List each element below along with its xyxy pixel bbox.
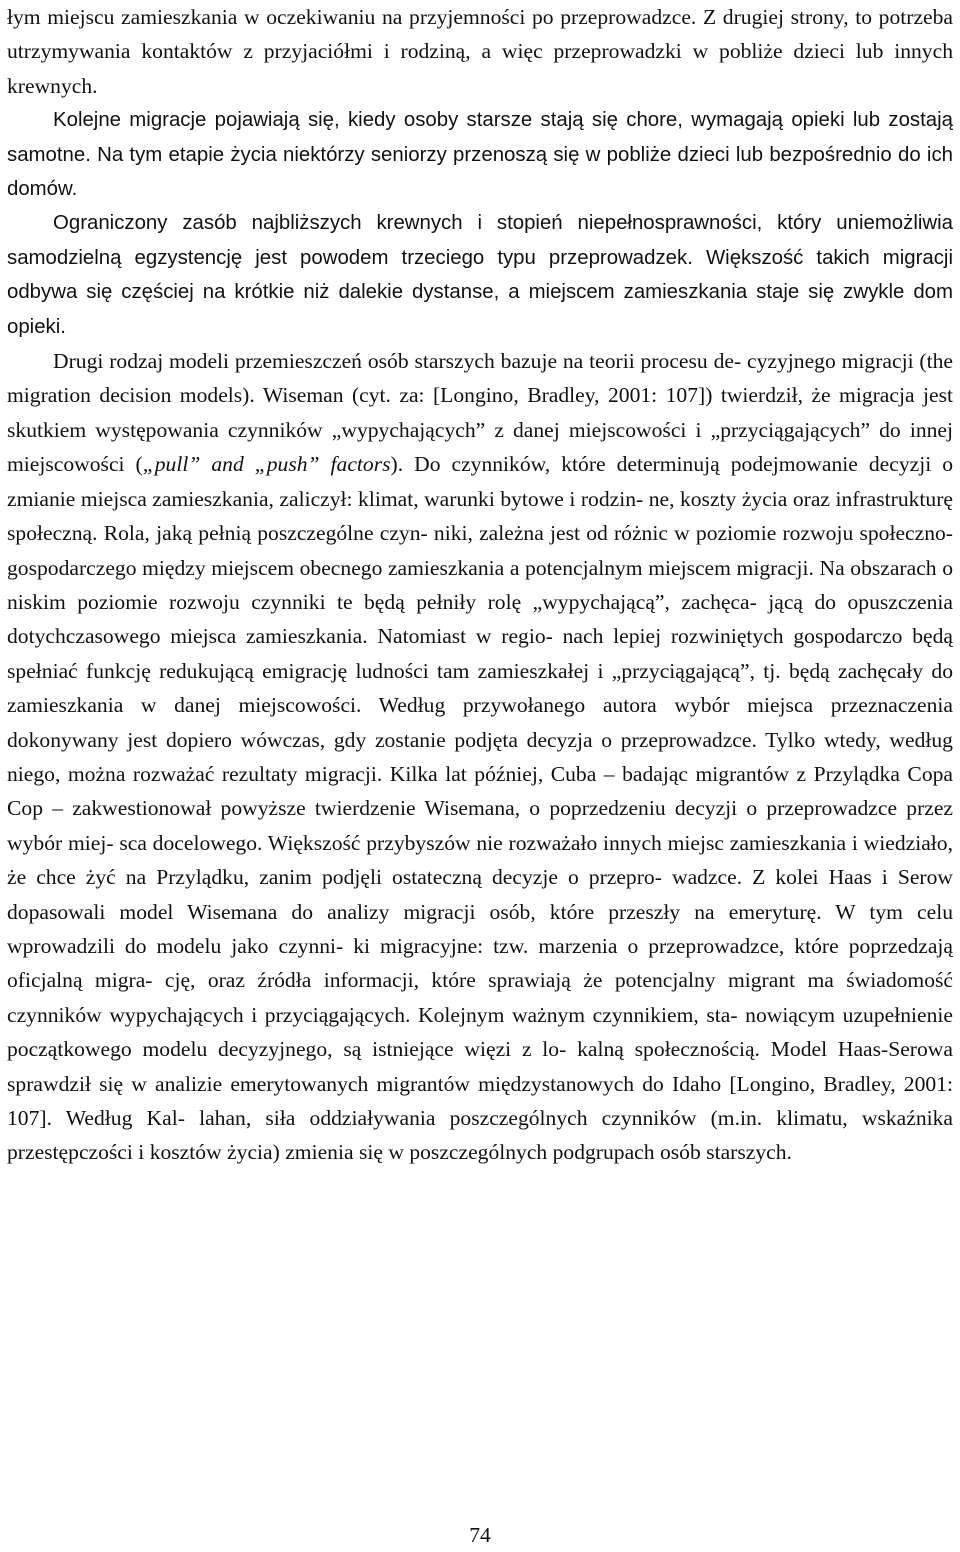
text-line: nowiącym uzupełnienie początkowego modelu decyzyjnego, są istniejące więzi z lo- <box>7 1002 954 1062</box>
text-line: Bradley, 2001: 107]) twierdził, że migracja jest skutkiem występowania czynników <box>7 383 953 442</box>
paragraph-illness-migration <box>7 103 953 206</box>
text-fragment: ). Do czynników, które determinują podejmowanie <box>390 452 858 477</box>
text-line: twierdzenie Wisemana, o poprzedzeniu decyzji o przeprowadzce przez wybór miej- <box>7 796 954 855</box>
text-line: osób, które przeszły na emeryturę. W tym celu wprowadzili do modelu jako czynni- <box>7 899 953 958</box>
text-line: nach lepiej rozwiniętych gospodarczo będą spełniać funkcję redukującą emigrację <box>7 624 953 683</box>
text-line: czynników wypychających i przyciągających. Kolejnym ważnym czynnikiem, sta- <box>7 1002 738 1027</box>
text-line: lahan, siła oddziaływania poszczególnych czynników (m.in. klimatu, wskaźnika <box>199 1106 953 1130</box>
text-line: decyzji o zmianie miejsca zamieszkania, zaliczył: klimat, warunki bytowe i rodzin- <box>7 452 953 511</box>
text-line: kalną społecznością. Model Haas-Serowa sprawdził się w analizie emerytowanych <box>7 1037 953 1096</box>
paragraph-continuation <box>7 0 953 103</box>
italic-term: „pull” and „push” factors <box>142 452 391 477</box>
text-line: przestępczości i kosztów życia) zmienia się w poszczególnych podgrupach osób <box>7 1140 701 1165</box>
text-line: ki migracyjne: tzw. marzenia o przeprowadzce, które poprzedzają oficjalną migra- <box>7 933 953 993</box>
text-line: ne, koszty życia oraz infrastrukturę społeczną. Rola, jaką pełnią poszczególne czyn- <box>7 486 953 546</box>
text-line: jącą do opuszczenia dotychczasowego miejsca zamieszkania. Natomiast w regio- <box>7 589 953 649</box>
text-line: wadzce. Z kolei Haas i Serow dopasowali model Wisemana do analizy migracji <box>7 865 953 924</box>
text-line: Na tym etapie życia niektórzy seniorzy przenoszą się <box>97 143 580 166</box>
text-line: sca docelowego. Większość przybyszów nie rozważało innych miejsc zamieszkania <box>119 830 847 855</box>
text-line: uniemożliwia samodzielną egzystencję jest powodem trzeciego typu przeprowadzek. <box>7 212 953 269</box>
text-line: o niskim poziomie rozwoju czynniki te będą pełniły rolę „wypychającą”, zachęca- <box>7 555 953 614</box>
text-line: cyzyjnego migracji (the migration decision models). Wiseman (cyt. za: [Longino, <box>7 349 953 408</box>
text-line: łym miejscu zamieszkania w oczekiwaniu na przyjemności po przeprowadzce. <box>7 5 697 29</box>
text-line: Cuba – badając migrantów z Przylądka Copa Cop – zakwestionował powyższe <box>7 761 953 821</box>
text-line: dokonywany jest dopiero wówczas, gdy zostanie podjęta decyzja o przeprowadzce. <box>7 727 757 752</box>
text-fragment: ( <box>135 452 143 477</box>
text-line: Kolejne migracje pojawiają się, kiedy osoby starsze stają się chore, wymagają <box>53 109 784 132</box>
text-line: Większość takich migracji odbywa się częściej na krótkie niż dalekie dystanse, <box>7 246 953 304</box>
paragraph-decision-models <box>7 344 953 1170</box>
paragraph-third-type <box>7 206 953 344</box>
document-body <box>7 0 953 1170</box>
text-line: Ograniczony zasób najbliższych krewnych i stopień niepełnosprawności, który <box>53 212 822 235</box>
text-line: miejscem obecnego zamieszkania a potencjalnym miejscem migracji. Na obszarach <box>211 555 937 580</box>
text-line: niki, zależna jest od różnic w poziomie rozwoju społeczno-gospodarczego między <box>7 521 953 580</box>
text-line: a miejscem zamieszkania staje się zwykle dom opieki. <box>7 281 953 338</box>
text-line: cję, oraz źródła informacji, które sprawiają że potencjalny migrant ma świadomość <box>164 968 954 993</box>
text-line: Tylko wtedy, według niego, można rozważać rezultaty migracji. Kilka lat później, <box>7 727 953 786</box>
page-number: 74 <box>469 1523 491 1547</box>
text-line: i wiedziało, że chce żyć na Przylądku, zanim podjęli ostateczną decyzje o przepro- <box>7 830 953 890</box>
text-line: migrantów międzystanowych do Idaho [Longino, Bradley, 2001: 107]. Według Kal- <box>7 1071 953 1130</box>
text-line: w danej miejscowości. Według przywołanego autora wybór miejsca przeznaczenia <box>140 693 953 718</box>
text-line: a więc przeprowadzki w pobliże dzieci lub innych krewnych. <box>7 39 953 98</box>
text-line: Z drugiej strony, to potrzeba utrzymywania kontaktów z przyjaciółmi i rodziną, <box>7 5 954 64</box>
text-line: opieki lub zostają samotne. <box>7 109 953 166</box>
text-line: ludności tam zamieszkałej i „przyciągającą”, tj. będą zachęcały do zamieszkania <box>7 658 953 718</box>
text-line: „wypychających” z danej miejscowości i „przyciągających” do innej miejscowości <box>7 417 954 477</box>
text-line: w pobliże dzieci lub bezpośrednio do ich domów. <box>7 143 953 201</box>
text-line: starszych. <box>706 1140 792 1165</box>
text-line: Drugi rodzaj modeli przemieszczeń osób starszych bazuje na teorii procesu de- <box>53 349 742 374</box>
